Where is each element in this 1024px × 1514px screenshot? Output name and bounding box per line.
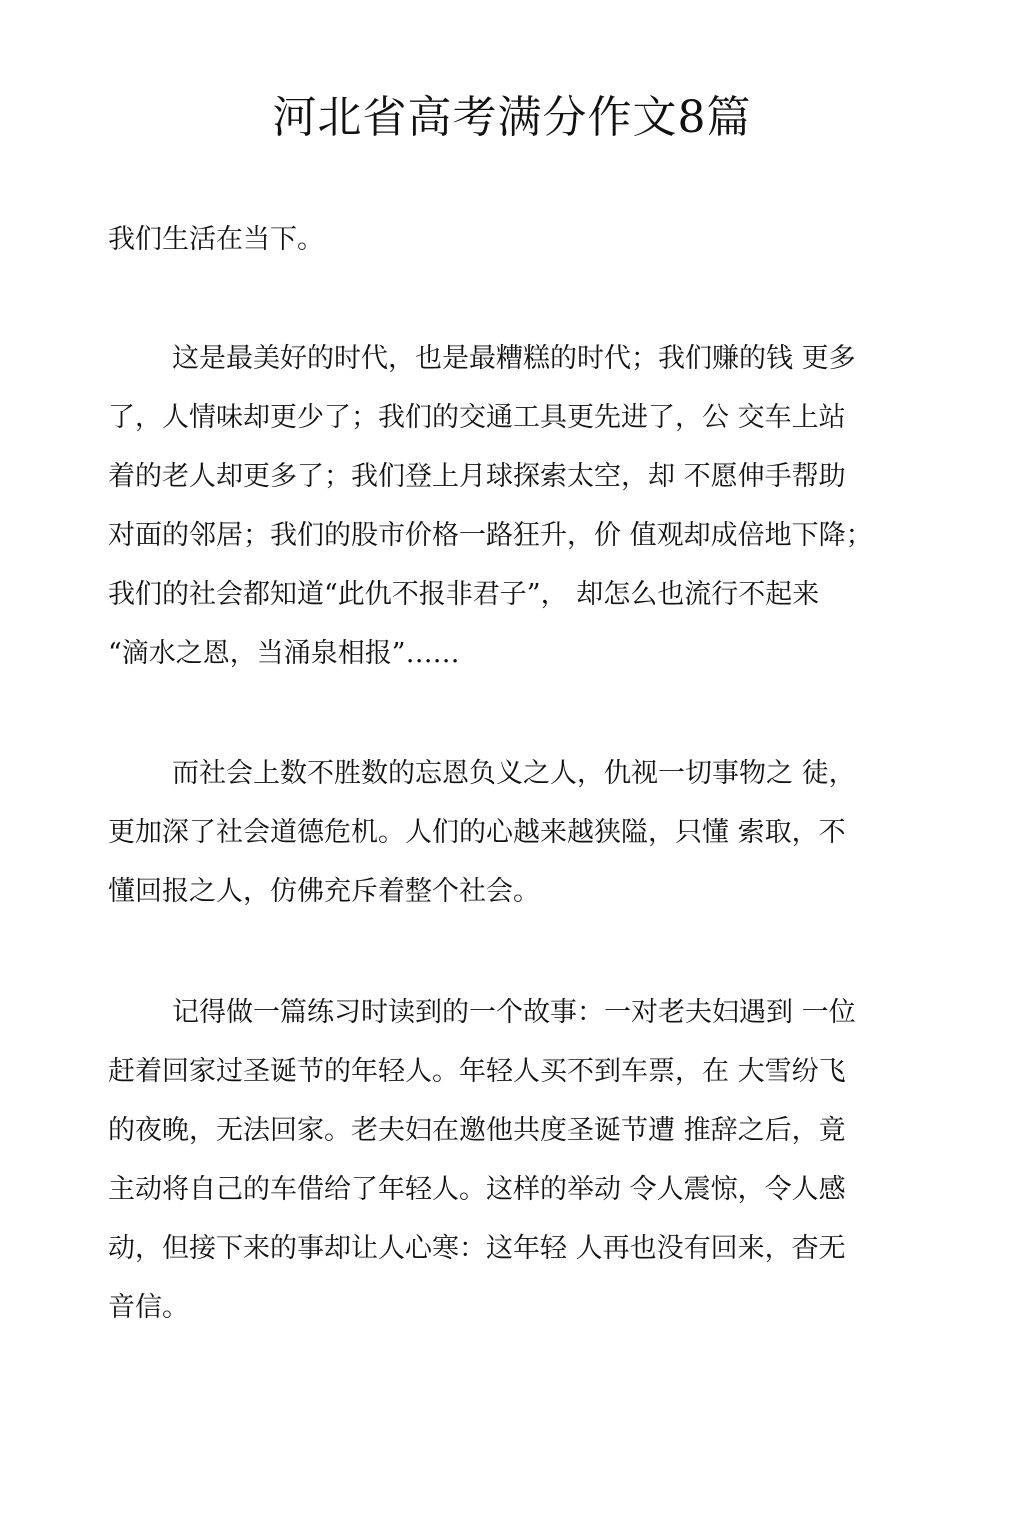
text-line: 而社会上数不胜数的忘恩负义之人，仇视一切事物之 徒， bbox=[172, 758, 856, 789]
document-title: 河北省高考满分作文8篇 bbox=[272, 92, 752, 143]
text-line: 记得做一篇练习时读到的一个故事：一对老夫妇遇到 一位 bbox=[172, 997, 856, 1028]
text-line: 我们的社会都知道“此仇不报非君子”， 却怎么也流行不起来 bbox=[108, 579, 820, 610]
text-line: 动，但接下来的事却让人心寒：这年轻 人再也没有回来，杳无 bbox=[108, 1233, 846, 1264]
text-line: 这是最美好的时代，也是最糟糕的时代；我们赚的钱 更多 bbox=[172, 343, 856, 374]
text-line: 懂回报之人，仿佛充斥着整个社会。 bbox=[108, 876, 540, 907]
text-line: 我们生活在当下。 bbox=[108, 224, 324, 255]
text-line: 赶着回家过圣诞节的年轻人。年轻人买不到车票，在 大雪纷飞 bbox=[108, 1056, 846, 1087]
text-line: 的夜晚，无法回家。老夫妇在邀他共度圣诞节遭 推辞之后，竟 bbox=[108, 1115, 846, 1146]
text-line: 主动将自己的车借给了年轻人。这样的举动 令人震惊，令人感 bbox=[108, 1174, 846, 1205]
text-line: 着的老人却更多了；我们登上月球探索太空，却 不愿伸手帮助 bbox=[108, 461, 846, 492]
text-line: 对面的邻居；我们的股市价格一路狂升，价 值观却成倍地下降； bbox=[108, 520, 873, 551]
text-line: 音信。 bbox=[108, 1292, 189, 1323]
text-line: “滴水之恩，当涌泉相报”…… bbox=[108, 638, 460, 669]
text-line: 了，人情味却更少了；我们的交通工具更先进了，公 交车上站 bbox=[108, 402, 846, 433]
text-line: 更加深了社会道德危机。人们的心越来越狭隘，只懂 索取，不 bbox=[108, 817, 846, 848]
